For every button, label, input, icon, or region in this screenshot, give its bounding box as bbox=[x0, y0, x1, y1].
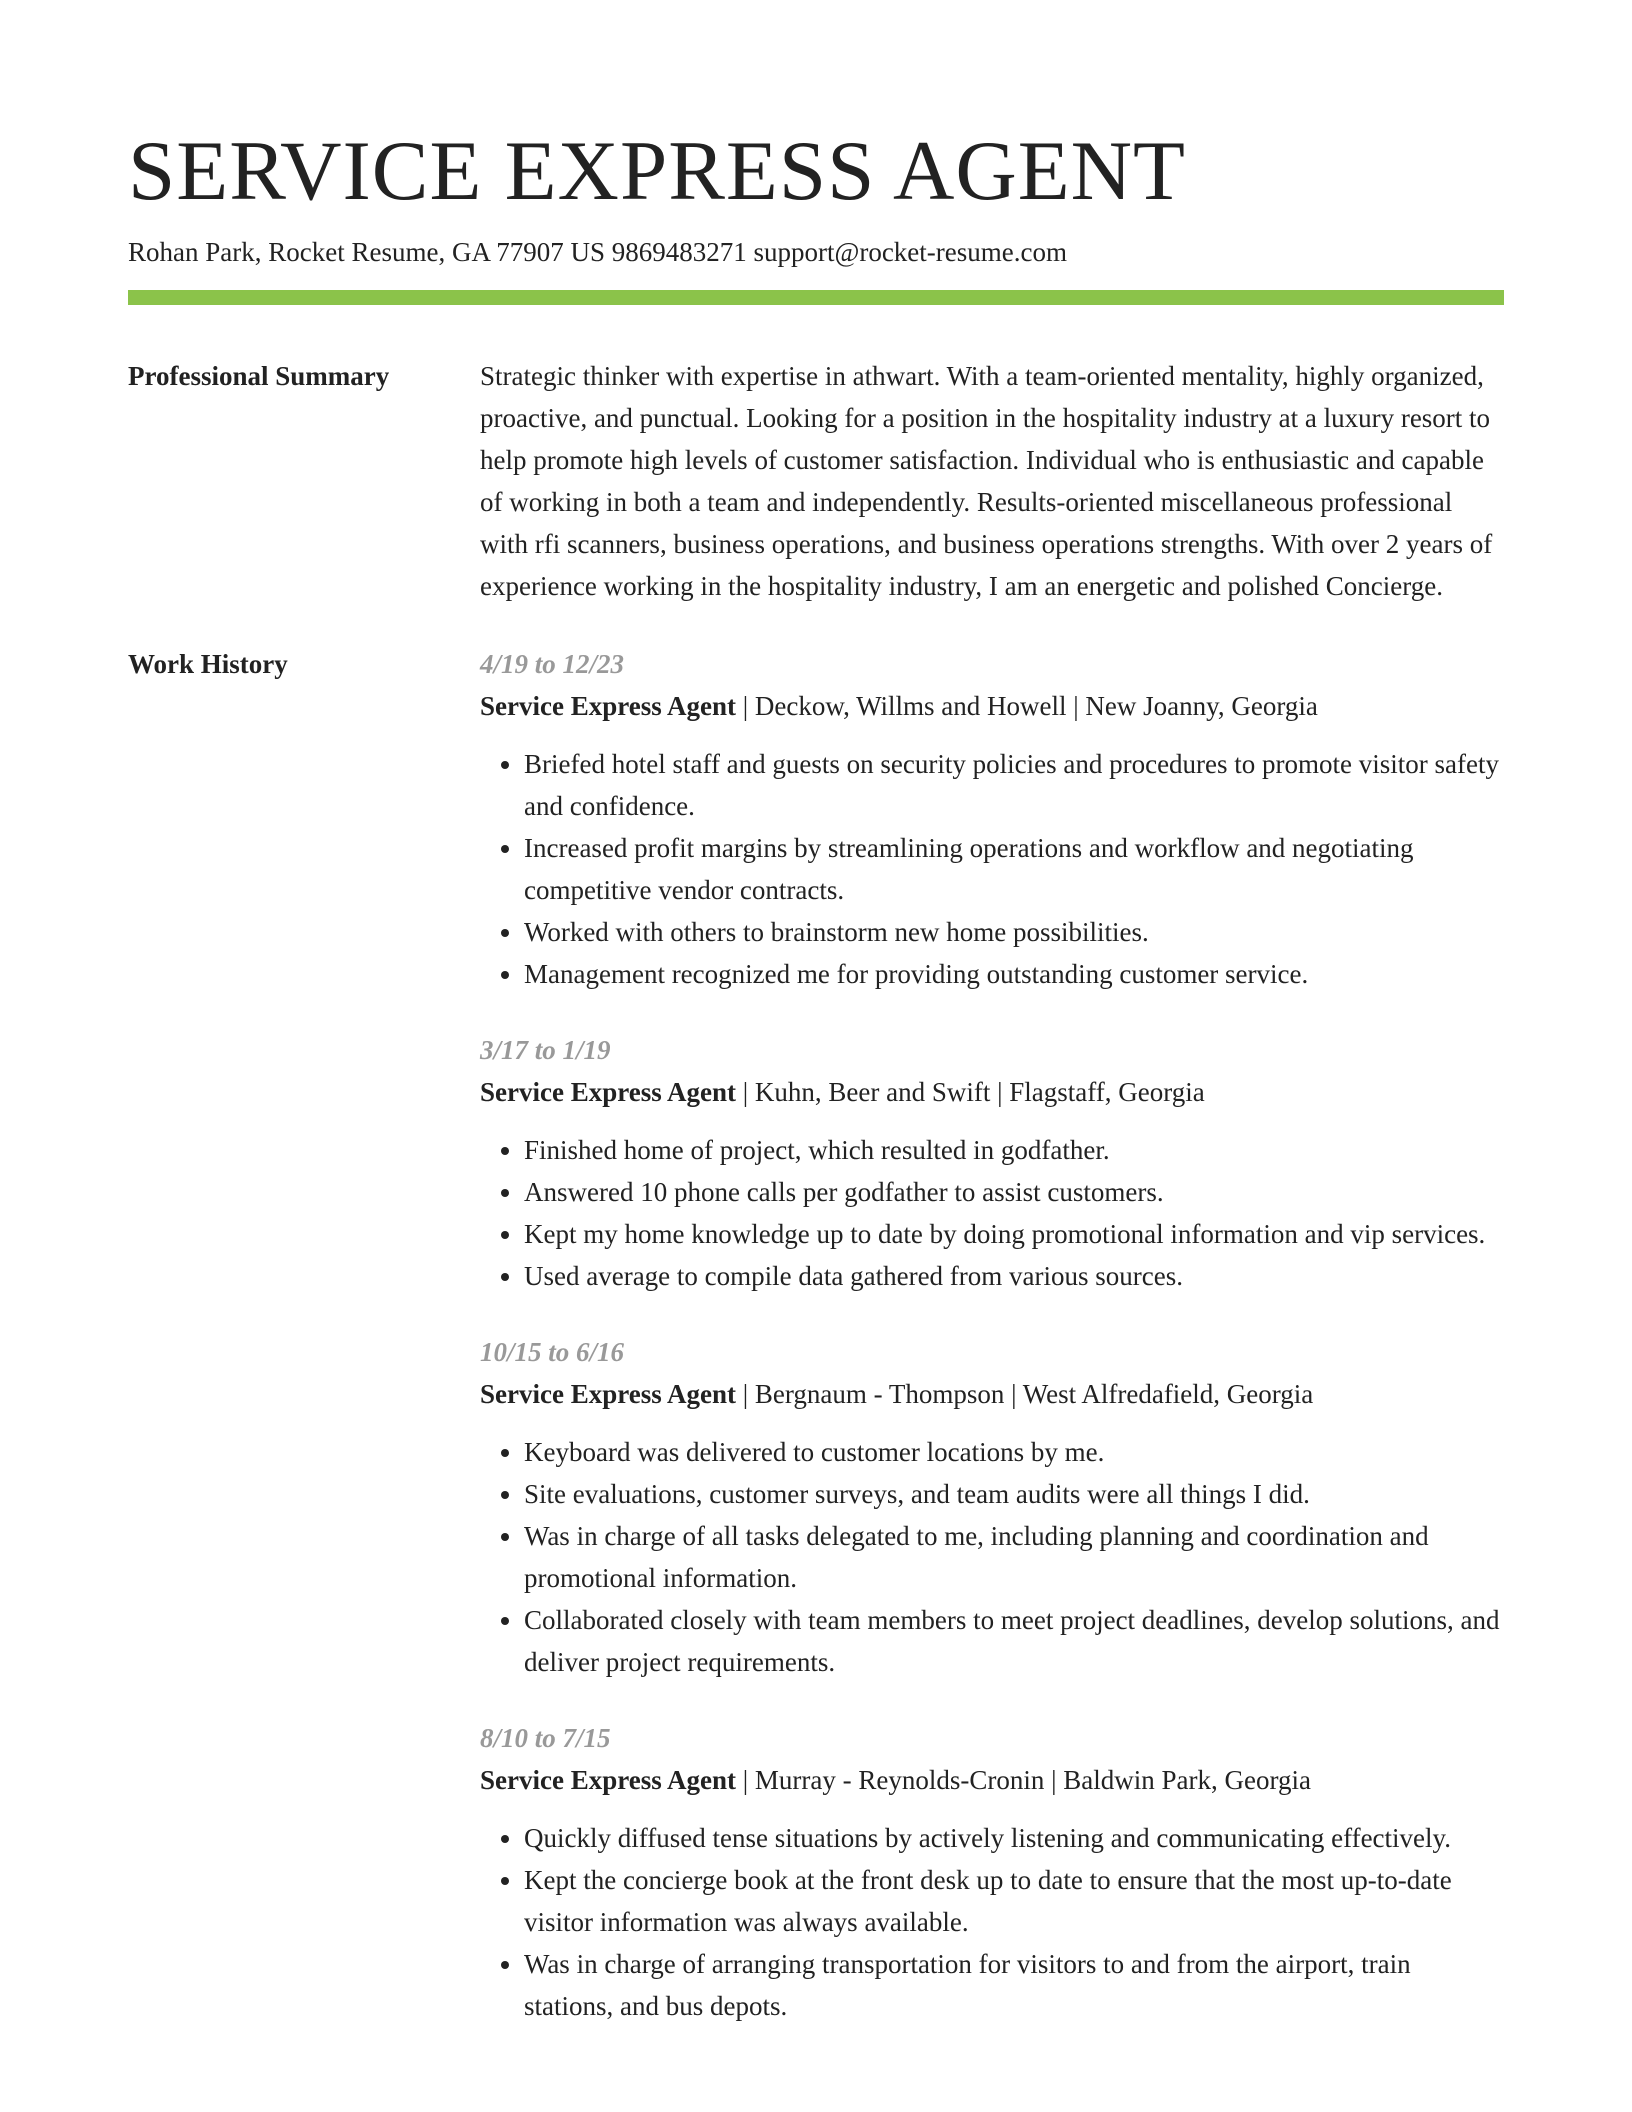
job-dates: 10/15 to 6/16 bbox=[480, 1337, 625, 1367]
job-bullet: • Was in charge of all tasks delegated to me, including planning and coordination and promotional information. bbox=[524, 1515, 1504, 1599]
summary-text: Strategic thinker with expertise in athwart. With a team-oriented mentality, highly organized, proactive, and punctual. Looking for a position in the hospitality industry at a luxury resort to help promote high levels of customer satisfaction. Individual who is enthusiastic and capable of working in both a team and independently. Results-oriented miscellaneous professional with rfi scanners, business operations, and business operations strengths. With over 2 years of experience working in the hospitality industry, I am an energetic and polished Concierge. bbox=[480, 361, 1493, 601]
job-bullet: • Answered 10 phone calls per godfather to assist customers. bbox=[524, 1171, 1504, 1213]
job-dates: 3/17 to 1/19 bbox=[480, 1035, 611, 1065]
job-bullet: • Management recognized me for providing outstanding customer service. bbox=[524, 953, 1504, 995]
job-bullet-list bbox=[480, 1129, 1504, 1297]
job-bullet: • Kept the concierge book at the front desk up to date to ensure that the most up-to-date visitor information was always available. bbox=[524, 1859, 1504, 1943]
job-heading bbox=[480, 1071, 1504, 1113]
job-company-location: | Murray - Reynolds-Cronin | Baldwin Park, Georgia bbox=[735, 1765, 1311, 1795]
job-entry bbox=[480, 1717, 1504, 2027]
job-bullet: • Finished home of project, which resulted in godfather. bbox=[524, 1129, 1504, 1171]
job-title: Service Express Agent bbox=[480, 1379, 736, 1409]
job-title: Service Express Agent bbox=[480, 1765, 736, 1795]
job-bullet: • Was in charge of arranging transportation for visitors to and from the airport, train stations, and bus depots. bbox=[524, 1943, 1504, 2027]
work-history-heading: Work History bbox=[128, 649, 288, 679]
work-history-section bbox=[128, 643, 1504, 2061]
job-entry bbox=[480, 643, 1504, 995]
job-bullet-list bbox=[480, 743, 1504, 995]
job-bullet: • Used average to compile data gathered from various sources. bbox=[524, 1255, 1504, 1297]
job-bullet: • Worked with others to brainstorm new home possibilities. bbox=[524, 911, 1504, 953]
job-company-location: | Kuhn, Beer and Swift | Flagstaff, Georgia bbox=[735, 1077, 1205, 1107]
header-divider bbox=[128, 290, 1504, 305]
job-bullet: • Quickly diffused tense situations by actively listening and communicating effectively. bbox=[524, 1817, 1504, 1859]
job-title: Service Express Agent bbox=[480, 1077, 736, 1107]
job-title: Service Express Agent bbox=[480, 691, 736, 721]
job-entry bbox=[480, 1029, 1504, 1297]
summary-heading: Professional Summary bbox=[128, 361, 390, 391]
job-bullet: • Collaborated closely with team members to meet project deadlines, develop solutions, and deliver project requirements. bbox=[524, 1599, 1504, 1683]
job-entry bbox=[480, 1331, 1504, 1683]
job-company-location: | Deckow, Willms and Howell | New Joanny, Georgia bbox=[735, 691, 1318, 721]
job-heading bbox=[480, 1373, 1504, 1415]
summary-section bbox=[128, 355, 1504, 607]
job-bullet: • Site evaluations, customer surveys, and team audits were all things I did. bbox=[524, 1473, 1504, 1515]
job-dates: 4/19 to 12/23 bbox=[480, 649, 625, 679]
job-bullet: • Kept my home knowledge up to date by doing promotional information and vip services. bbox=[524, 1213, 1504, 1255]
resume-page bbox=[128, 118, 1504, 2061]
job-bullet: • Increased profit margins by streamlining operations and workflow and negotiating competitive vendor contracts. bbox=[524, 827, 1504, 911]
job-bullet-list bbox=[480, 1431, 1504, 1683]
job-list bbox=[480, 643, 1504, 2061]
job-company-location: | Bergnaum - Thompson | West Alfredafield, Georgia bbox=[735, 1379, 1314, 1409]
contact-info: Rohan Park, Rocket Resume, GA 77907 US 9869483271 support@rocket-resume.com bbox=[128, 237, 1067, 267]
job-bullet-list bbox=[480, 1817, 1504, 2027]
job-bullet: • Briefed hotel staff and guests on security policies and procedures to promote visitor safety and confidence. bbox=[524, 743, 1504, 827]
resume-name: SERVICE EXPRESS AGENT bbox=[128, 124, 1186, 218]
job-heading bbox=[480, 1759, 1504, 1801]
job-bullet: • Keyboard was delivered to customer locations by me. bbox=[524, 1431, 1504, 1473]
job-dates: 8/10 to 7/15 bbox=[480, 1723, 611, 1753]
job-heading bbox=[480, 685, 1504, 727]
